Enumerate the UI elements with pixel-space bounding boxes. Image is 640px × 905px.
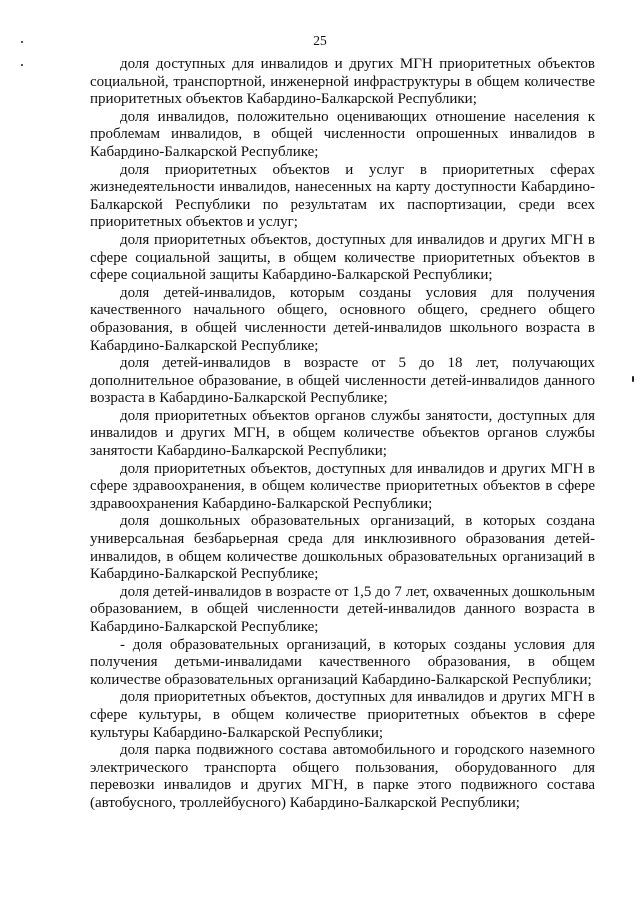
indicator-paragraph: доля инвалидов, положительно оценивающих отношение населения к проблемам инвалидов, в общей численности опрошенных инвалидов в Кабардино-Балкарской Республике; [90,108,595,160]
indicator-paragraph: доля парка подвижного состава автомобильного и городского наземного электрического транспорта общего пользования, оборудованного для перевозки инвалидов и других МГН, в парке этого подвижного состава (автобусного, троллейбусного) Кабардино-Балкарской Республики; [90,742,595,811]
indicator-paragraph: - доля образовательных организаций, в которых созданы условия для получения детьми-инвалидами качественного образования, в общем количестве образовательных организаций Кабардино-Балкарской Республики; [90,636,595,688]
indicator-paragraph: доля детей-инвалидов, которым созданы условия для получения качественного начального общего, основного общего, среднего общего образования, в общей численности детей-инвалидов школьного возраста в Кабардино-Балкарской Республике; [90,284,595,354]
indicator-paragraph: доля детей-инвалидов в возрасте от 5 до 18 лет, получающих дополнительное образование, в общей численности детей-инвалидов данного возраста в Кабардино-Балкарской Республике; [90,355,595,407]
indicator-paragraph: доля приоритетных объектов и услуг в приоритетных сферах жизнедеятельности инвалидов, нанесенных на карту доступности Кабардино-Балкарской Республики по результатам их паспортизации, среди всех приоритетных объектов и услуг; [90,161,595,231]
indicator-paragraph: доля приоритетных объектов, доступных для инвалидов и других МГН в сфере социальной защиты, в общем количестве приоритетных объектов в сфере социальной защиты Кабардино-Балкарской Республики; [90,231,595,284]
scan-speck [632,376,634,382]
indicator-paragraph: доля дошкольных образовательных организаций, в которых создана универсальная безбарьерная среда для инклюзивного образования детей-инвалидов, в общем количестве дошкольных образовательных организаций в Кабардино-Балкарской Республике; [90,513,595,583]
page-number: 25 [313,33,327,48]
indicator-paragraph: доля детей-инвалидов в возрасте от 1,5 до 7 лет, охваченных дошкольным образованием, в общей численности детей-инвалидов данного возраста в Кабардино-Балкарской Республике; [90,583,595,635]
scan-speck [21,64,23,66]
document-body [90,56,595,813]
indicator-paragraph: доля доступных для инвалидов и других МГН приоритетных объектов социальной, транспортной, инженерной инфраструктуры в общем количестве приоритетных объектов Кабардино-Балкарской Республики; [90,56,595,108]
indicator-paragraph: доля приоритетных объектов, доступных для инвалидов и других МГН в сфере культуры, в общем количестве приоритетных объектов в сфере культуры Кабардино-Балкарской Республики; [90,689,595,741]
indicator-paragraph: доля приоритетных объектов органов службы занятости, доступных для инвалидов и других МГН, в общем количестве объектов органов службы занятости Кабардино-Балкарской Республики; [90,407,595,460]
indicator-paragraph: доля приоритетных объектов, доступных для инвалидов и других МГН в сфере здравоохранения, в общем количестве приоритетных объектов в сфере здравоохранения Кабардино-Балкарской Республики; [90,460,595,512]
